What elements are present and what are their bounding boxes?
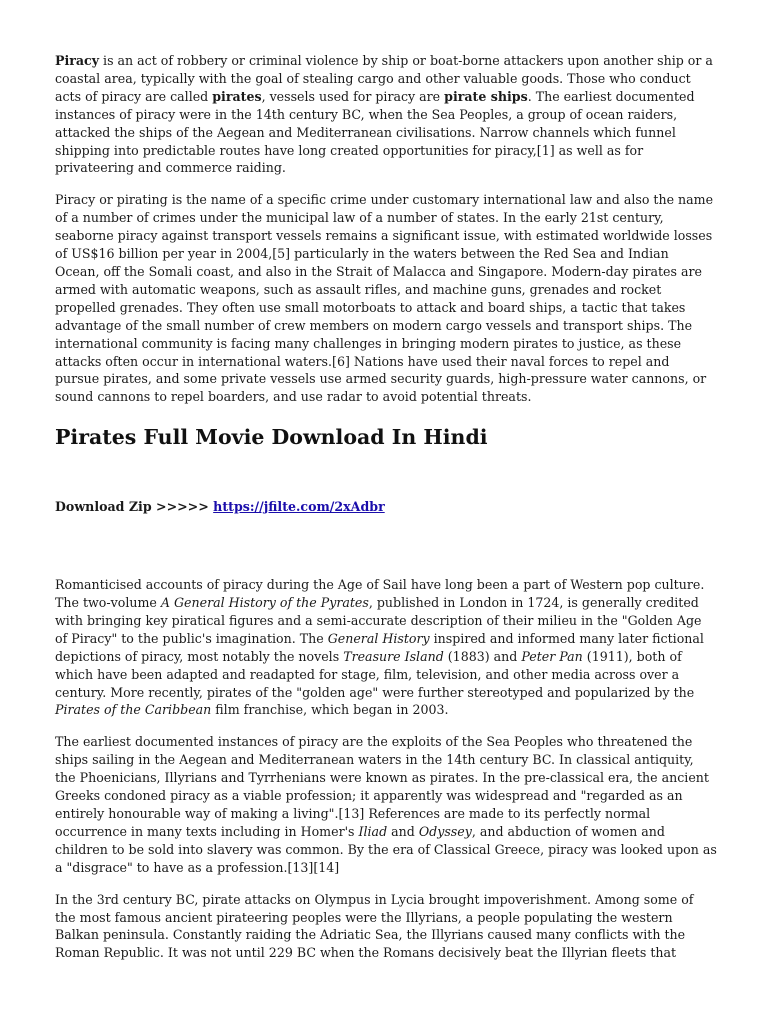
- text-segment: (1883) and: [443, 648, 522, 664]
- download-link[interactable]: https://jfilte.com/2xAdbr: [213, 499, 385, 515]
- paragraph-romanticised: [55, 576, 717, 719]
- text-segment: , published in London in 1724, is generally credited with bringing key piratical figures and a semi-accurate description of their milieu in the "Golden Age of Piracy" to the public's imagination. The: [55, 595, 702, 646]
- paragraph-law: Piracy or pirating is the name of a specific crime under customary international law and also the name of a number of crimes under the municipal law of a number of states. In the early 21st century, seaborne piracy against transport vessels remains a significant issue, with estimated worldwide losses of US$16 billion per year in 2004,[5] particularly in the waters between the Red Sea and Indian Ocean, off the Somali coast, and also in the Strait of Malacca and Singapore. Modern-day pirates are armed with automatic weapons, such as assault rifles, and machine guns, grenades and rocket propelled grenades. They often use small motorboats to attack and board ships, a tactic that takes advantage of the small number of crew members on modern cargo vessels and transport ships. The international community is facing many challenges in bringing modern pirates to justice, as these attacks often occur in international waters.[6] Nations have used their naval forces to repel and pursue pirates, and some private vessels use armed security guards, high-pressure water cannons, or sound cannons to repel boarders, and use radar to avoid potential threats.: [55, 192, 714, 405]
- text-segment: and: [387, 823, 419, 839]
- text-segment: The earliest documented instances of piracy are the exploits of the Sea Peoples who threatened the ships sailing in the Aegean and Mediterranean waters in the 14th century BC. In classical antiquity, the Phoenicians, Illyrians and Tyrrhenians were known as pirates. In the pre-classical era, the ancient Greeks condoned piracy as a viable profession; it apparently was widespread and "regarded as an entirely honourable way of making a living".[13] References are made to its perfectly normal occurrence in many texts including in Homer's: [55, 734, 709, 839]
- text-segment: Romanticised accounts of piracy during the Age of Sail have long been a part of Western pop culture. The two-volume: [55, 577, 705, 611]
- italic-title: Pirates of the Caribbean: [55, 702, 212, 718]
- italic-title: Treasure Island: [343, 648, 444, 664]
- italic-title: Peter Pan: [521, 648, 583, 664]
- intro-text-2: , vessels used for piracy are: [261, 88, 445, 104]
- page-title: Pirates Full Movie Download In Hindi: [55, 425, 488, 450]
- paragraph-3rd-century: In the 3rd century BC, pirate attacks on Olympus in Lycia brought impoverishment. Among some of the most famous ancient pirateering peoples were the Illyrians, a people populating the western Balkan peninsula. Constantly raiding the Adriatic Sea, the Illyrians caused many conflicts with the Roman Republic. It was not until 229 BC when the Romans decisively beat the Illyrian fleets that: [55, 891, 694, 961]
- italic-title: General History: [327, 630, 430, 646]
- bold-term-pirate-ships: pirate ships: [444, 88, 528, 104]
- italic-title: Odyssey: [418, 823, 472, 839]
- paragraph-earliest: [55, 733, 717, 876]
- bold-term-pirates: pirates: [212, 88, 262, 104]
- download-label: Download Zip >>>>>: [55, 499, 214, 515]
- text-segment: film franchise, which began in 2003.: [211, 702, 449, 718]
- italic-title: Iliad: [358, 823, 388, 839]
- text-segment: inspired and informed many later fictional depictions of piracy, most notably the novels: [55, 630, 704, 664]
- bold-term-piracy: Piracy: [55, 53, 100, 68]
- intro-text-1: is an act of robbery or criminal violence by ship or boat-borne attackers upon another ship or a coastal area, typically with the goal of stealing cargo and other valuable goods. Those who conduct acts of piracy are called: [55, 53, 713, 104]
- italic-title: A General History of the Pyrates: [160, 595, 369, 611]
- text-segment: , and abduction of women and children to be sold into slavery was common. By the era of Classical Greece, piracy was looked upon as a "disgrace" to have as a profession.[13][14]: [55, 823, 717, 875]
- document-page: [55, 52, 717, 962]
- paragraph-intro: [55, 52, 717, 177]
- download-line: [55, 498, 717, 516]
- text-segment: (1911), both of which have been adapted and readapted for stage, film, television, and other media across over a century. More recently, pirates of the "golden age" were further stereotyped and popularized by the: [55, 648, 695, 700]
- intro-text-3: . The earliest documented instances of piracy were in the 14th century BC, when the Sea Peoples, a group of ocean raiders, attacked the ships of the Aegean and Mediterranean civilisations. Narrow channels which funnel shipping into predictable routes have long created opportunities for piracy,[1] as well as for privateering and commerce raiding.: [55, 88, 695, 176]
